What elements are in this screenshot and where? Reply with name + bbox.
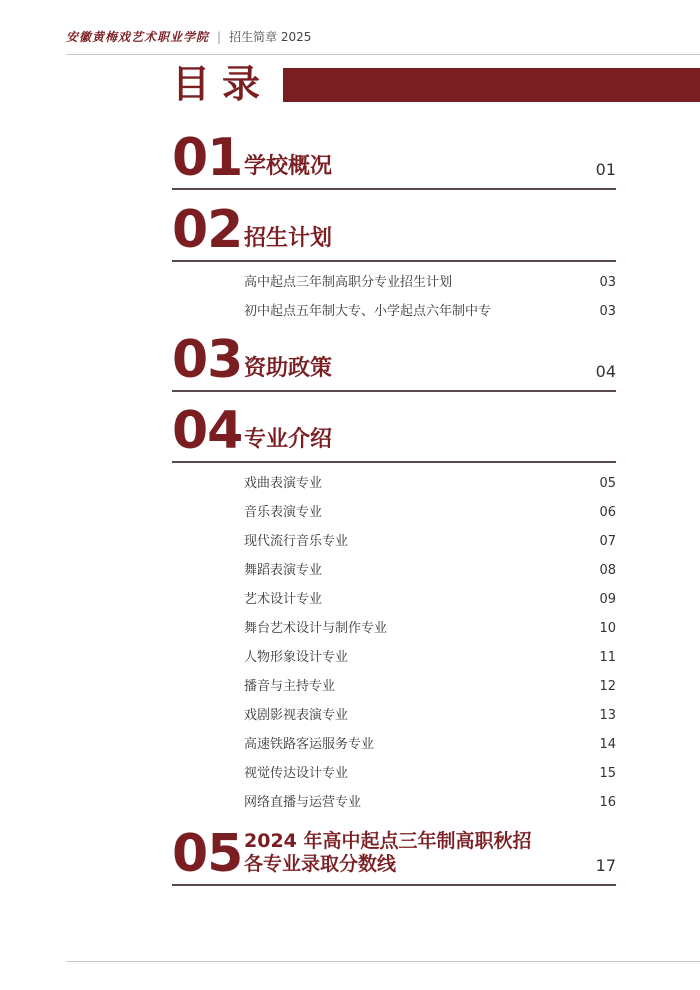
list-item[interactable]: [172, 498, 616, 527]
item-page: 06: [599, 505, 616, 520]
toc-title: 目录: [172, 62, 273, 106]
item-label: 舞台艺术设计与制作专业: [244, 621, 388, 636]
section-number: 01: [172, 128, 243, 188]
item-page: 12: [599, 679, 616, 694]
section-page: 17: [595, 856, 616, 875]
section-page: 01: [595, 160, 616, 179]
list-item[interactable]: [172, 297, 616, 326]
section-number: 04: [172, 401, 243, 461]
brochure-subtitle: 招生简章 2025: [229, 30, 312, 44]
item-page: 15: [599, 766, 616, 781]
school-name-logo: 安徽黄梅戏艺术职业学院: [66, 30, 210, 44]
item-page: 16: [599, 795, 616, 810]
section-title[interactable]: 学校概况: [244, 154, 333, 179]
top-rule: [66, 54, 700, 55]
item-page: 07: [599, 534, 616, 549]
item-label: 人物形象设计专业: [244, 650, 349, 665]
section-title-line2: 各专业录取分数线: [244, 853, 397, 875]
item-page: 03: [599, 304, 616, 319]
list-item[interactable]: [172, 701, 616, 730]
toc-section-05[interactable]: [172, 824, 616, 886]
item-label: 音乐表演专业: [244, 505, 323, 520]
section-number: 02: [172, 200, 243, 260]
item-page: 09: [599, 592, 616, 607]
item-page: 03: [599, 275, 616, 290]
section-rule: [172, 260, 616, 262]
item-label: 高速铁路客运服务专业: [244, 737, 375, 752]
toc-section-04[interactable]: [172, 401, 616, 817]
section-number: 03: [172, 330, 243, 390]
item-page: 13: [599, 708, 616, 723]
item-page: 11: [599, 650, 616, 665]
item-label: 戏剧影视表演专业: [244, 708, 349, 723]
toc-section-02[interactable]: [172, 200, 616, 326]
list-item[interactable]: [172, 268, 616, 297]
list-item[interactable]: [172, 788, 616, 817]
toc-section-01[interactable]: [172, 128, 616, 190]
item-label: 初中起点五年制大专、小学起点六年制中专: [244, 304, 492, 319]
section-rule: [172, 884, 616, 886]
section-title[interactable]: [244, 830, 532, 876]
item-page: 10: [599, 621, 616, 636]
title-bar: [283, 68, 700, 102]
section-rule: [172, 390, 616, 392]
section-rule: [172, 461, 616, 463]
item-label: 视觉传达设计专业: [244, 766, 349, 781]
section-title[interactable]: 资助政策: [244, 356, 333, 381]
list-item[interactable]: [172, 469, 616, 498]
item-page: 08: [599, 563, 616, 578]
item-page: 14: [599, 737, 616, 752]
header-separator: |: [217, 29, 222, 44]
list-item[interactable]: [172, 672, 616, 701]
item-label: 网络直播与运营专业: [244, 795, 362, 810]
list-item[interactable]: [172, 527, 616, 556]
list-item[interactable]: [172, 614, 616, 643]
list-item[interactable]: [172, 585, 616, 614]
toc-section-03[interactable]: [172, 330, 616, 392]
sub-list: [172, 469, 616, 817]
section-title[interactable]: 专业介绍: [244, 427, 333, 452]
list-item[interactable]: [172, 730, 616, 759]
item-label: 播音与主持专业: [244, 679, 336, 694]
item-label: 戏曲表演专业: [244, 476, 323, 491]
item-label: 舞蹈表演专业: [244, 563, 323, 578]
bottom-rule: [66, 961, 700, 962]
section-title-line1: 2024 年高中起点三年制高职秋招: [244, 830, 532, 852]
list-item[interactable]: [172, 759, 616, 788]
item-label: 艺术设计专业: [244, 592, 323, 607]
list-item[interactable]: [172, 556, 616, 585]
page-header: [66, 28, 311, 45]
section-title[interactable]: 招生计划: [244, 226, 333, 251]
section-page: 04: [595, 362, 616, 381]
section-number: 05: [172, 824, 243, 884]
item-label: 高中起点三年制高职分专业招生计划: [244, 275, 453, 290]
section-rule: [172, 188, 616, 190]
item-page: 05: [599, 476, 616, 491]
sub-list: [172, 268, 616, 326]
list-item[interactable]: [172, 643, 616, 672]
item-label: 现代流行音乐专业: [244, 534, 349, 549]
